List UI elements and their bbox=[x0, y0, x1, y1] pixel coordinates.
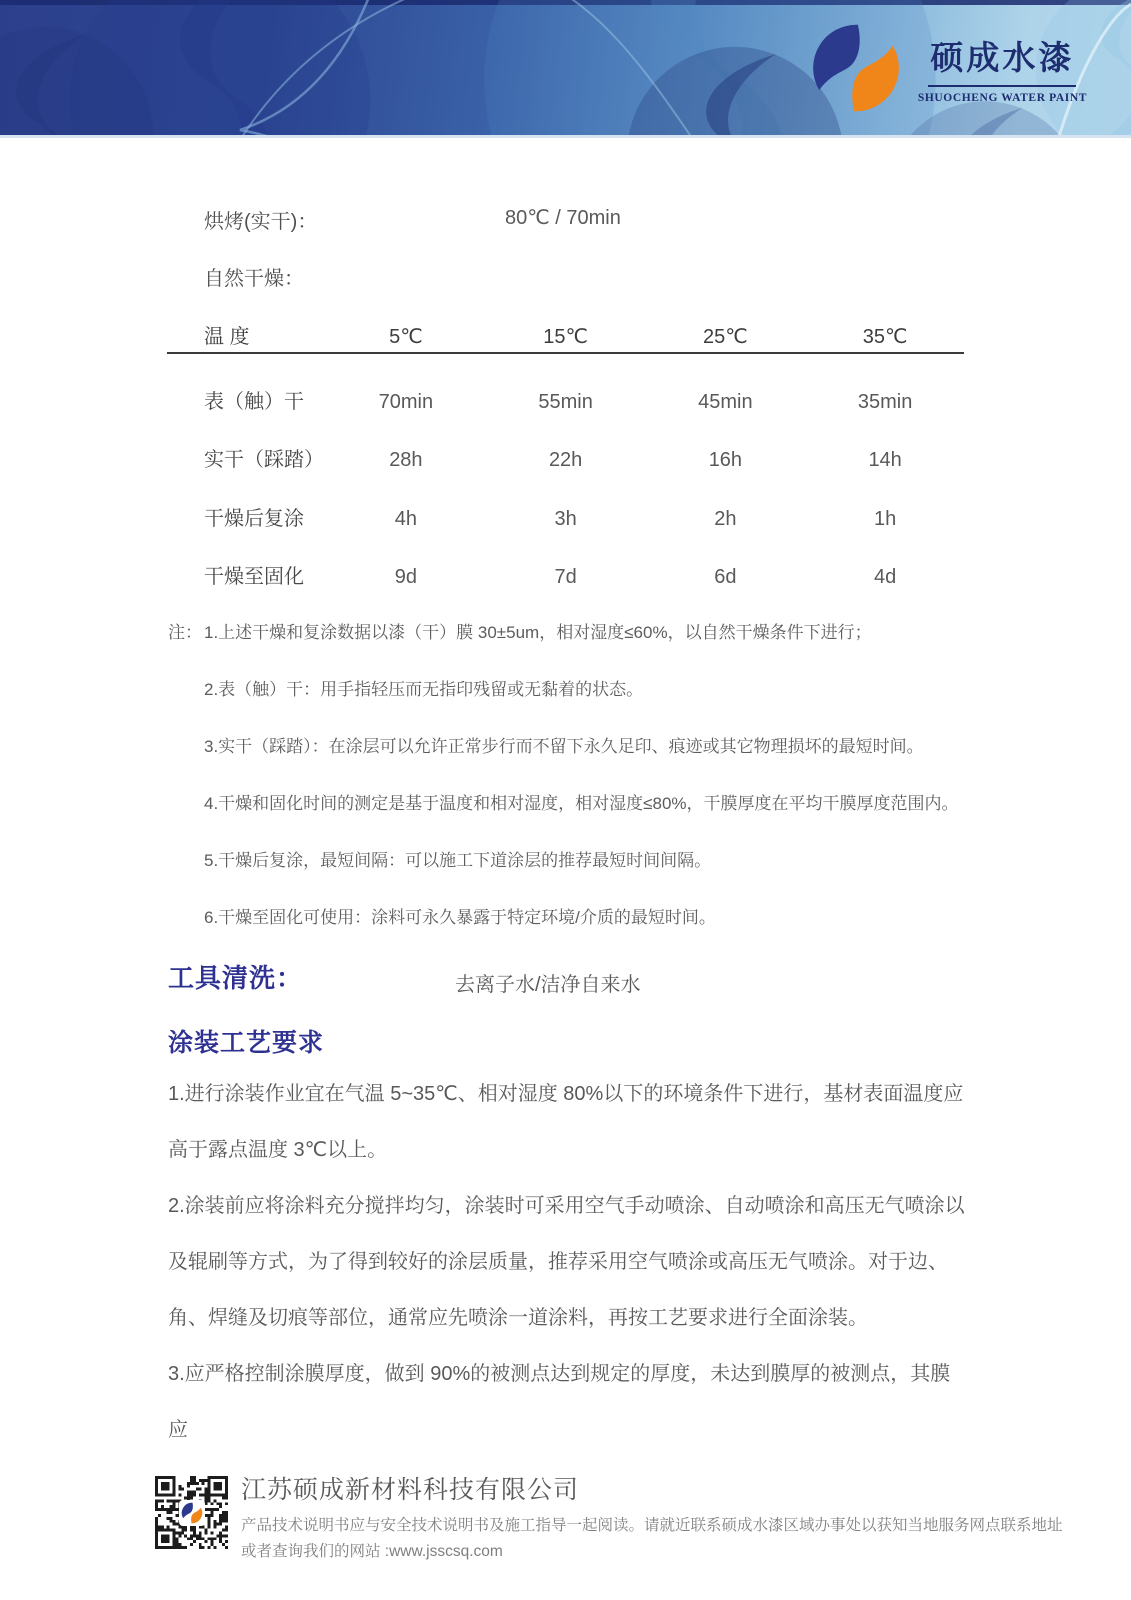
cell-value: 22h bbox=[548, 449, 583, 471]
paragraph: 3.应严格控制涂膜厚度，做到 90%的被测点达到规定的厚度，未达到膜厚的被测点，其膜应 bbox=[168, 1363, 951, 1441]
cell-value: 6d bbox=[714, 566, 737, 588]
note-item bbox=[168, 604, 959, 661]
note-item: 6.干燥至固化可使用：涂料可永久暴露于特定环境/介质的最短时间。 bbox=[204, 908, 716, 927]
note-item: 5.干燥后复涂，最短间隔：可以施工下道涂层的推荐最短时间间隔。 bbox=[204, 851, 712, 870]
cell-value: 55min bbox=[538, 391, 593, 413]
header-banner bbox=[0, 0, 1131, 138]
row-label: 表（触）干 bbox=[204, 391, 304, 413]
note-item: 2.表（触）干：用手指轻压而无指印残留或无黏着的状态。 bbox=[204, 680, 644, 699]
table-row bbox=[168, 443, 965, 472]
column-header-15c: 15℃ bbox=[543, 326, 588, 348]
qr-center-logo-icon bbox=[179, 1500, 205, 1526]
cell-value: 1h bbox=[874, 508, 897, 530]
qr-code bbox=[155, 1476, 228, 1549]
cell-value: 4h bbox=[394, 508, 417, 530]
coating-process-heading: 涂装工艺要求 bbox=[168, 1029, 325, 1057]
company-name: 江苏硕成新材料科技有限公司 bbox=[241, 1476, 580, 1504]
table-row bbox=[168, 502, 965, 531]
column-header-temperature: 温 度 bbox=[204, 326, 250, 348]
bake-dry-value: 80℃ / 70min bbox=[505, 207, 621, 229]
cell-value: 16h bbox=[708, 449, 743, 471]
note-text: 1.上述干燥和复涂数据以漆（干）膜 30±5um，相对湿度≤60%，以自然干燥条件下进行； bbox=[204, 623, 872, 642]
tool-cleaning-heading: 工具清洗： bbox=[168, 963, 304, 993]
table-row bbox=[168, 385, 965, 414]
cell-value: 28h bbox=[389, 449, 423, 471]
shuocheng-emblem-icon bbox=[810, 22, 902, 114]
table-header-rule bbox=[167, 352, 964, 354]
natural-dry-label: 自然干燥： bbox=[204, 268, 304, 290]
table-row bbox=[168, 560, 965, 589]
brand-name-cn: 硕成水漆 bbox=[928, 32, 1076, 87]
cell-value: 7d bbox=[554, 566, 577, 588]
coating-process-paragraphs bbox=[168, 1066, 966, 1458]
row-label: 实干（踩踏） bbox=[204, 449, 324, 471]
column-header-25c: 25℃ bbox=[703, 326, 748, 348]
paragraph: 1.进行涂装作业宜在气温 5~35℃、相对湿度 80%以下的环境条件下进行，基材表面温度应高于露点温度 3℃以上。 bbox=[168, 1083, 964, 1161]
brand-logo bbox=[810, 22, 1087, 114]
brand-name-en: SHUOCHENG WATER PAINT bbox=[917, 92, 1087, 104]
row-label: 干燥至固化 bbox=[204, 566, 304, 588]
footer-note-line: 产品技术说明书应与安全技术说明书及施工指导一起阅读。请就近联系硕成水漆区域办事处以获知当地服务网点联系地址 bbox=[241, 1517, 1063, 1534]
cell-value: 2h bbox=[714, 508, 737, 530]
cell-value: 14h bbox=[868, 449, 902, 471]
notes-prefix: 注： bbox=[168, 623, 202, 642]
cell-value: 9d bbox=[394, 566, 417, 588]
column-header-5c: 5℃ bbox=[389, 326, 423, 348]
cell-value: 45min bbox=[698, 391, 753, 413]
note-item: 4.干燥和固化时间的测定是基于温度和相对湿度，相对湿度≤80%，干膜厚度在平均干膜厚度范围内。 bbox=[204, 794, 959, 813]
footer-note bbox=[241, 1513, 1063, 1565]
paragraph: 2.涂装前应将涂料充分搅拌均匀，涂装时可采用空气手动喷涂、自动喷涂和高压无气喷涂以及辊刷等方式，为了得到较好的涂层质量，推荐采用空气喷涂或高压无气喷涂。对于边、角、焊缝及切痕等部位，通常应先喷涂一道涂料，再按工艺要求进行全面涂装。 bbox=[168, 1195, 965, 1329]
bake-dry-label: 烘烤(实干)： bbox=[204, 211, 318, 233]
drying-table-header-row bbox=[168, 320, 965, 349]
notes-section bbox=[168, 604, 959, 946]
footer-note-line: 或者查询我们的网站 :www.jsscsq.com bbox=[241, 1543, 503, 1560]
cell-value: 3h bbox=[554, 508, 577, 530]
note-item: 3.实干（踩踏）：在涂层可以允许正常步行而不留下永久足印、痕迹或其它物理损坏的最短时间。 bbox=[204, 737, 924, 756]
cell-value: 35min bbox=[857, 391, 913, 413]
cell-value: 4d bbox=[874, 566, 897, 588]
row-label: 干燥后复涂 bbox=[204, 508, 304, 530]
column-header-35c: 35℃ bbox=[862, 326, 908, 348]
cell-value: 70min bbox=[378, 391, 434, 413]
tool-cleaning-value: 去离子水/洁净自来水 bbox=[455, 974, 641, 996]
